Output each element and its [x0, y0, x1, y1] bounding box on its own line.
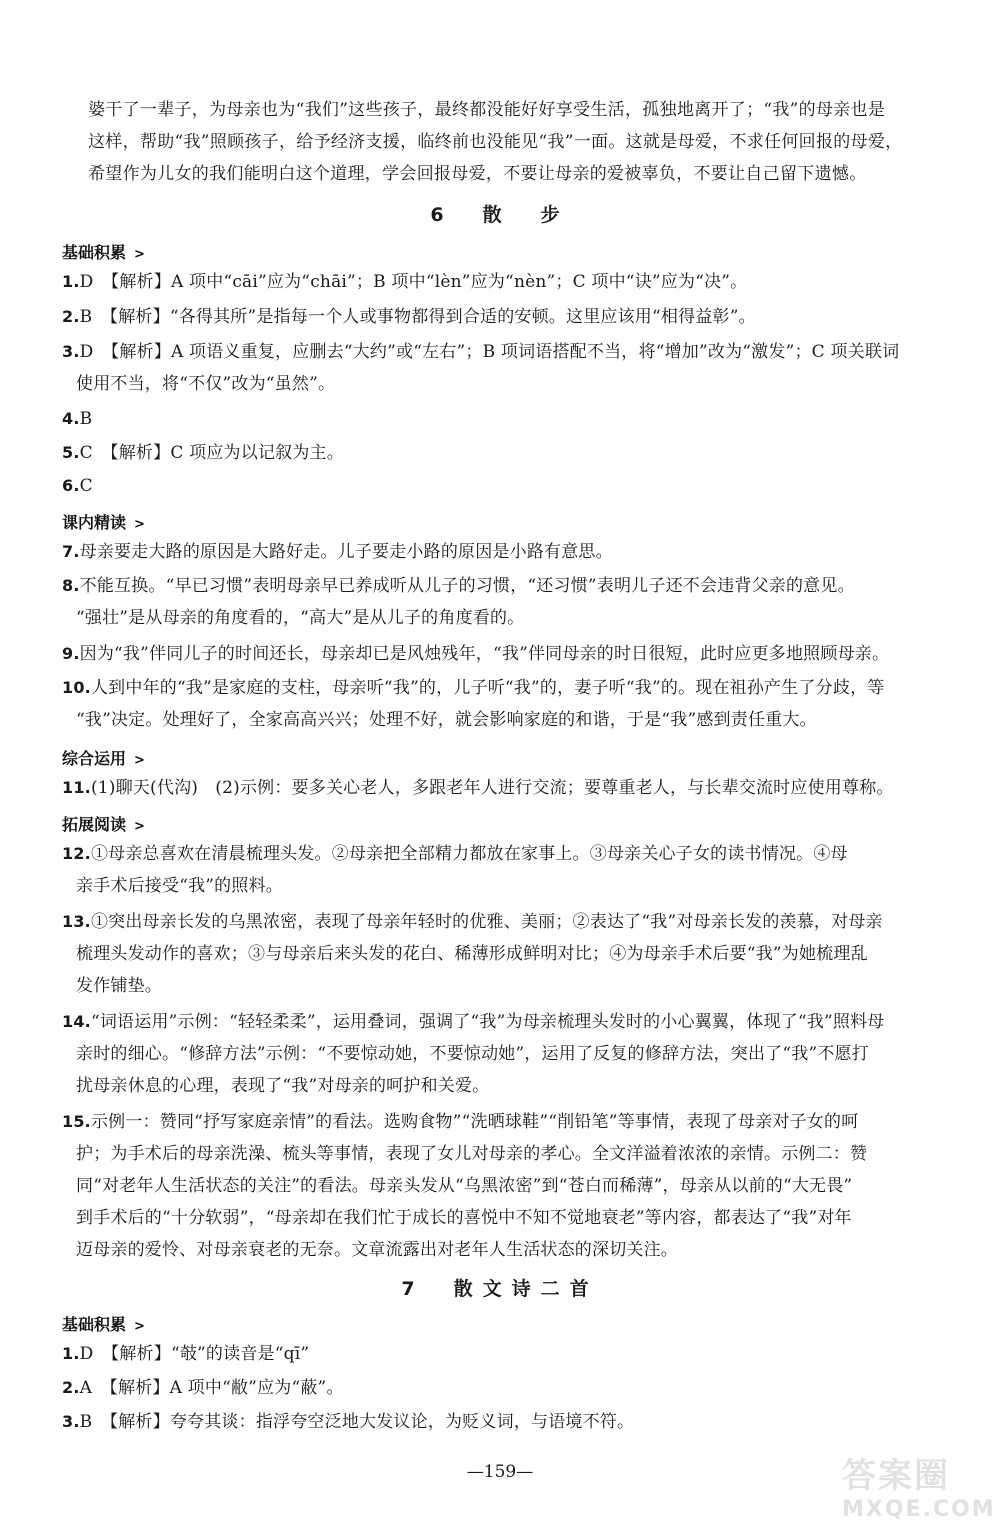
answer-item	[62, 570, 952, 634]
item-number: 9.	[62, 644, 80, 663]
item-line: 梳理头发动作的喜欢；③与母亲后来头发的花白、稀薄形成鲜明对比；④为母亲手术后要“我”为她梳理乱	[76, 944, 868, 964]
chevron-right-icon: >	[134, 247, 145, 262]
answer-item	[62, 1006, 952, 1102]
section-label: 基础积累	[62, 1315, 127, 1334]
item-number: 11.	[62, 778, 91, 797]
item-line: 扰母亲休息的心理，表现了“我”对母亲的呵护和关爱。	[76, 1076, 490, 1096]
item-line: 人到中年的“我”是家庭的支柱，母亲听“我”的，儿子听“我”的，妻子听“我”的。现在祖孙产生了分歧，等	[90, 678, 885, 698]
section-extended-reading	[62, 812, 145, 835]
section-label: 课内精读	[62, 513, 127, 532]
answer-item	[62, 638, 952, 670]
item-number: 13.	[62, 912, 91, 931]
item-line: “强壮”是从母亲的角度看的，“高大”是从儿子的角度看的。	[76, 608, 525, 628]
intro-line: 希望作为儿女的我们能明白这个道理，学会回报母爱，不要让母亲的爱被辜负，不要让自己留下遗憾。	[88, 164, 867, 184]
item-line: 发作铺垫。	[76, 976, 162, 996]
item-line: (1)聊天(代沟) (2)示例：要多关心老人，多跟老年人进行交流；要尊重老人，与长辈交流时应使用尊称。	[90, 778, 894, 798]
answer-item	[62, 1406, 952, 1438]
item-number: 15.	[62, 1112, 91, 1131]
answer-item	[62, 403, 952, 435]
answer-item	[62, 336, 952, 400]
item-line: 亲手术后接受“我”的照料。	[76, 876, 283, 896]
item-line: “词语运用”示例：“轻轻柔柔”，运用叠词，强调了“我”为母亲梳理头发时的小心翼翼，体现了“我”照料母	[90, 1012, 885, 1032]
item-line: A 【解析】A 项中“敝”应为“蔽”。	[79, 1378, 344, 1398]
item-line: D 【解析】A 项中“cāi”应为“chāi”；B 项中“lèn”应为“nèn”；C 项中“诀”应为“决”。	[79, 272, 748, 292]
watermark-url: MXQE.COM	[842, 1497, 996, 1522]
item-line: 不能互换。“早已习惯”表明母亲早已养成听从儿子的习惯，“还习惯”表明儿子还不会违背父亲的意见。	[79, 576, 855, 596]
section-comprehensive-application	[62, 746, 145, 769]
item-line: C	[79, 476, 93, 496]
item-line: 护；为手术后的母亲洗澡、梳头等事情，表现了女儿对母亲的孝心。全文洋溢着浓浓的亲情。示例二：赞	[76, 1144, 868, 1164]
section-label: 拓展阅读	[62, 815, 127, 834]
section-basic-accumulation-7	[62, 1312, 145, 1335]
item-line: B 【解析】夸夸其谈：指浮夸空泛地大发议论，为贬义词，与语境不符。	[79, 1412, 635, 1432]
answer-item	[62, 772, 952, 804]
answer-item	[62, 1372, 952, 1404]
answer-item	[62, 266, 952, 298]
item-line: C 【解析】C 项应为以记叙为主。	[79, 443, 344, 463]
lesson-7-title: 7 散文诗二首	[401, 1278, 599, 1300]
item-line: D 【解析】“攲”的读音是“qī”	[79, 1344, 310, 1364]
watermark-logo	[842, 1448, 996, 1528]
section-label: 基础积累	[62, 243, 127, 262]
item-number: 14.	[62, 1012, 91, 1031]
item-line: 使用不当，将“不仅”改为“虽然”。	[76, 374, 336, 394]
section-basic-accumulation	[62, 240, 145, 263]
answer-item	[62, 1338, 952, 1370]
answer-item	[62, 672, 952, 736]
chevron-right-icon: >	[134, 1319, 145, 1334]
item-number: 10.	[62, 678, 91, 697]
chevron-right-icon: >	[134, 819, 145, 834]
chevron-right-icon: >	[134, 517, 145, 532]
item-line: 示例一：赞同“抒写家庭亲情”的看法。选购食物”“洗晒球鞋”“削铅笔”等事情，表现了母亲对子女的呵	[90, 1112, 859, 1132]
item-number: 6.	[62, 476, 80, 495]
item-number: 5.	[62, 443, 80, 462]
item-number: 8.	[62, 576, 80, 595]
intro-line: 这样，帮助“我”照顾孩子，给予经济支援，临终前也没能见“我”一面。这就是母爱，不求任何回报的母爱，	[88, 132, 903, 152]
item-line: 到手术后的“十分软弱”，“母亲却在我们忙于成长的喜悦中不知不觉地衰老”等内容，都表达了“我”对年	[76, 1208, 852, 1228]
item-number: 1.	[62, 1344, 80, 1363]
answer-item	[62, 301, 952, 333]
item-line: “我”决定。处理好了，全家高高兴兴；处理不好，就会影响家庭的和谐，于是“我”感到责任重大。	[76, 710, 817, 730]
item-number: 2.	[62, 307, 80, 326]
lesson-6-title: 6 散 步	[430, 204, 570, 226]
item-line: 亲时的细心。“修辞方法”示例：“不要惊动她，不要惊动她”，运用了反复的修辞方法，突出了“我”不愿打	[76, 1044, 869, 1064]
intro-line: 婆干了一辈子，为母亲也为“我们”这些孩子，最终都没能好好享受生活，孤独地离开了；“我”的母亲也是	[88, 100, 886, 120]
item-line: 母亲要走大路的原因是大路好走。儿子要走小路的原因是小路有意思。	[79, 542, 613, 562]
answer-item	[62, 470, 952, 502]
section-label: 综合运用	[62, 749, 127, 768]
item-number: 12.	[62, 844, 91, 863]
item-line: ①母亲总喜欢在清晨梳理头发。②母亲把全部精力都放在家事上。③母亲关心子女的读书情况。④母	[90, 844, 848, 864]
answer-item	[62, 437, 952, 469]
item-number: 3.	[62, 342, 80, 361]
item-line: B 【解析】“各得其所”是指每一个人或事物都得到合适的安顿。这里应该用“相得益彰”。	[79, 307, 756, 327]
answer-item	[62, 838, 952, 902]
item-number: 7.	[62, 542, 80, 561]
answer-item	[62, 1106, 952, 1266]
item-number: 1.	[62, 272, 80, 291]
page-number: —159—	[466, 1462, 534, 1482]
section-intensive-reading	[62, 510, 145, 533]
intro-paragraph	[88, 94, 948, 190]
watermark-text: 答案圈	[842, 1456, 950, 1496]
item-line: 因为“我”伴同儿子的时间还长，母亲却已是风烛残年，“我”伴同母亲的时日很短，此时应更多地照顾母亲。	[79, 644, 890, 664]
item-number: 3.	[62, 1412, 80, 1431]
item-line: D 【解析】A 项语义重复，应删去“大约”或“左右”；B 项词语搭配不当，将“增加”改为“激发”；C 项关联词	[79, 342, 900, 362]
item-line: B	[79, 409, 93, 429]
answer-item	[62, 536, 952, 568]
item-number: 4.	[62, 409, 80, 428]
item-line: ①突出母亲长发的乌黑浓密，表现了母亲年轻时的优雅、美丽；②表达了“我”对母亲长发的羡慕，对母亲	[90, 912, 883, 932]
item-line: 同“对老年人生活状态的关注”的看法。母亲头发从“乌黑浓密”到“苍白而稀薄”，母亲从以前的“大无畏”	[76, 1176, 853, 1196]
item-line: 迈母亲的爱怜、对母亲衰老的无奈。文章流露出对老年人生活状态的深切关注。	[76, 1240, 678, 1260]
item-number: 2.	[62, 1378, 80, 1397]
answer-item	[62, 906, 952, 1002]
chevron-right-icon: >	[134, 753, 145, 768]
